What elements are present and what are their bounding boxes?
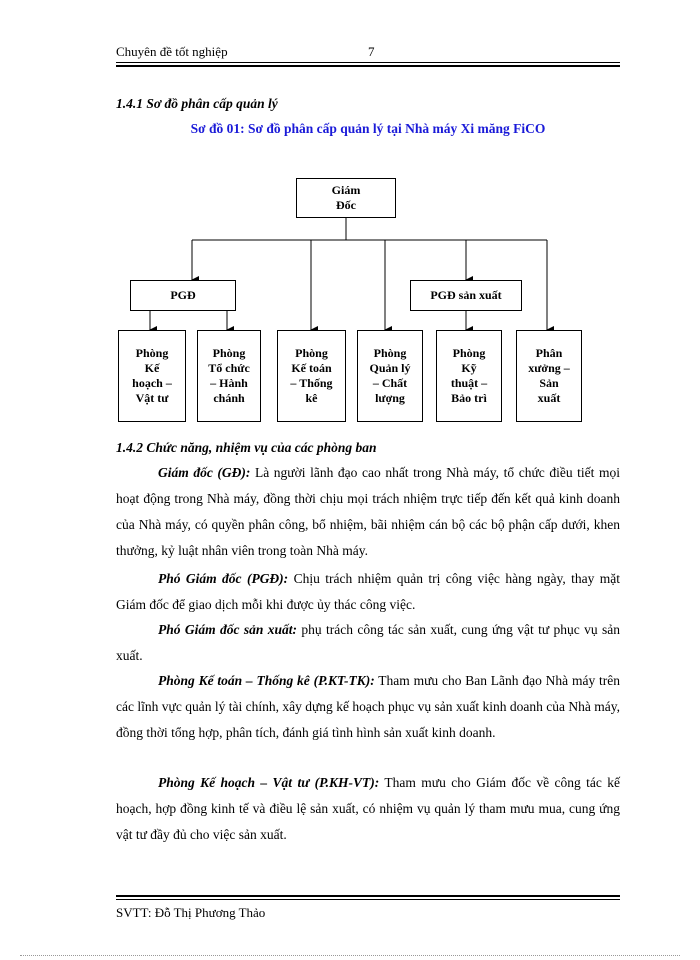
dept-line: Phân [535,346,563,360]
term: Giám đốc (GĐ): [158,465,251,480]
dept-line: hoạch – [132,376,172,390]
director-line-2: Đốc [335,198,356,212]
dept-line: Kế [144,361,160,375]
dept-line: Kỹ [461,361,477,375]
para-text: Tham mưu cho Ban Lãnh đạo Nhà máy trên các lĩnh vực quản lý tài chính, xây dựng kế hoạch phục vụ sản xuất kinh doanh của Nhà máy, đồng thời tổng hợp, phân tích, đánh giá tình hình sản xuất kinh doanh. [116,673,620,740]
footer-rule-thick [116,895,620,897]
section-heading-2: 1.4.2 Chức năng, nhiệm vụ của các phòng ban [116,440,377,455]
pgd-production-label: PGĐ sản xuất [430,288,502,302]
para-text: Là người lãnh đạo cao nhất trong Nhà máy, tổ chức điều tiết mọi hoạt động trong Nhà máy, đồng thời chịu mọi trách nhiệm trực tiếp đến kết quả kinh doanh của Nhà máy, có quyền phân công, bổ nhiệm, bãi nhiệm cán bộ các bộ phận cấp dưới, khen thưởng, kỷ luật nhân viên trong toàn Nhà máy. [116,465,620,558]
dept-line: xưởng – [528,361,570,375]
dept-line: chánh [213,391,245,405]
term: Phó Giám đốc sản xuất: [158,622,297,637]
dept-line: kê [305,391,318,405]
dept-line: Phòng [295,346,328,360]
header-rule-thin [116,62,620,63]
pgd-production-box [410,280,522,311]
dept-line: thuật – [450,376,488,390]
header-rule-thick [116,65,620,67]
header-title: Chuyên đề tốt nghiệp [116,44,228,59]
dept-line: Phòng [373,346,407,360]
term: Phòng Kế hoạch – Vật tư (P.KH-VT): [158,775,380,790]
dept-line: – Hành [210,376,248,390]
dept-line: Kế toán [291,361,332,375]
pgd-box [130,280,236,311]
dept-line: Quản lý [369,361,411,375]
term: Phó Giám đốc (PGĐ): [158,571,289,586]
dept-line: Phòng [452,346,486,360]
para-text: Chịu trách nhiệm quản trị công việc hàng ngày, thay mặt Giám đốc để giao dịch mỗi khi được ủy thác công việc. [116,571,620,612]
dept-quality-management-box [357,330,423,422]
director-box [296,178,396,218]
dept-line: xuất [537,391,561,405]
director-line-1: Giám [331,183,361,197]
paragraph-deputy-production [116,617,620,669]
paragraph-planning [116,770,620,848]
footer-author: SVTT: Đỗ Thị Phương Thảo [116,905,266,920]
dept-line: Sản [539,376,559,390]
dept-line: – Chất [372,376,408,390]
section-heading-1: 1.4.1 Sơ đồ phân cấp quản lý [116,96,278,111]
dept-line: Tổ chức [208,361,250,375]
dept-accounting-stats-box [277,330,346,422]
dept-line: Vật tư [135,391,169,405]
pgd-label: PGĐ [170,288,196,302]
footer-rule-thin [116,899,620,900]
page-number: 7 [368,44,375,59]
page-bottom-border [20,955,680,956]
dept-line: Phòng [135,346,169,360]
para-text: Tham mưu cho Giám đốc về công tác kế hoạch, hợp đồng kinh tế và điều lệ sản xuất, có nhiệm vụ quản lý tham mưu mua, cung ứng vật tư đầy đủ cho việc sản xuất. [116,775,621,842]
para-text: phụ trách công tác sản xuất, cung ứng vật tư phục vụ sản xuất. [116,622,620,663]
paragraph-deputy-director [116,566,620,618]
page-header [116,42,620,62]
dept-line: Phòng [212,346,246,360]
dept-technical-maintenance-box [436,330,502,422]
term: Phòng Kế toán – Thống kê (P.KT-TK): [158,673,375,688]
paragraph-accounting [116,668,620,746]
dept-line: Bảo trì [451,391,487,405]
dept-line: – Thống [290,376,333,390]
dept-planning-supplies-box [118,330,186,422]
dept-production-workshop-box [516,330,582,422]
paragraph-director [116,460,620,564]
dept-line: lượng [375,391,405,405]
dept-organization-admin-box [197,330,261,422]
diagram-caption: Sơ đồ 01: Sơ đồ phân cấp quản lý tại Nhà máy Xi măng FiCO [190,121,546,136]
